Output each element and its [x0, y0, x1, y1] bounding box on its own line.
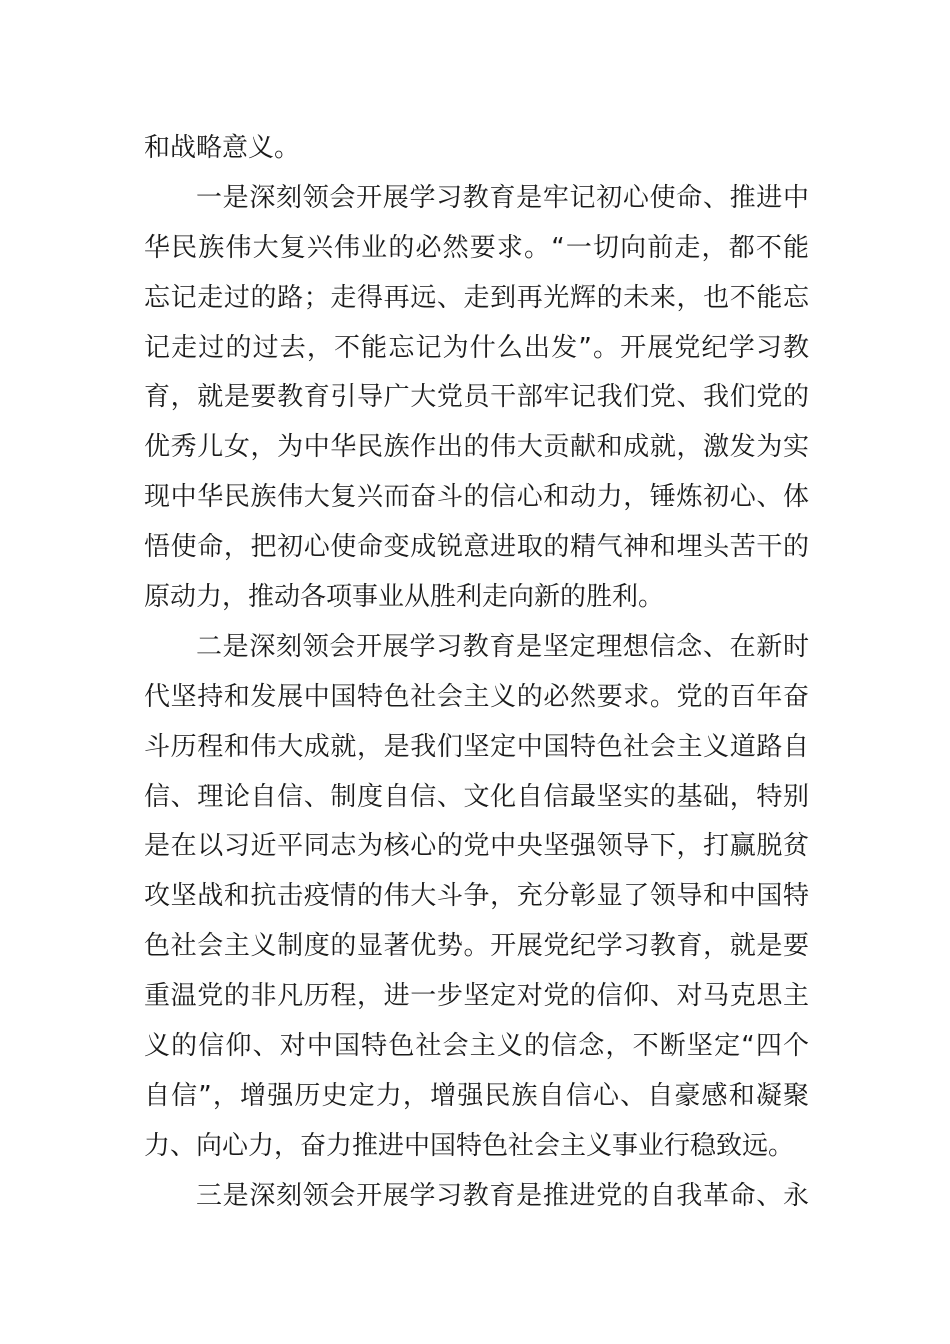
text-line: 华民族伟大复兴伟业的必然要求。“一切向前走，都不能 [144, 232, 809, 263]
text-line: 攻坚战和抗击疫情的伟大斗争，充分彰显了领导和中国特 [144, 881, 809, 912]
text-line: 义的信仰、对中国特色社会主义的信念，不断坚定“四个 [144, 1031, 809, 1062]
text-line: 忘记走过的路；走得再远、走到再光辉的未来，也不能忘 [144, 282, 809, 313]
text-line: 重温党的非凡历程，进一步坚定对党的信仰、对马克思主 [144, 981, 809, 1012]
text-line: 记走过的过去，不能忘记为什么出发”。开展党纪学习教 [144, 332, 809, 363]
paragraph-first-line: 二是深刻领会开展学习教育是坚定理想信念、在新时 [196, 631, 809, 662]
text-line: 代坚持和发展中国特色社会主义的必然要求。党的百年奋 [144, 681, 809, 712]
text-line: 色社会主义制度的显著优势。开展党纪学习教育，就是要 [144, 931, 809, 962]
text-line: 自信”，增强历史定力，增强民族自信心、自豪感和凝聚 [144, 1080, 809, 1111]
text-line: 优秀儿女，为中华民族作出的伟大贡献和成就，激发为实 [144, 432, 809, 463]
text-line: 悟使命，把初心使命变成锐意进取的精气神和埋头苦干的 [144, 532, 809, 563]
text-line: 信、理论自信、制度自信、文化自信最坚实的基础，特别 [144, 781, 809, 812]
paragraph-first-line: 三是深刻领会开展学习教育是推进党的自我革命、永 [196, 1180, 809, 1211]
text-line: 是在以习近平同志为核心的党中央坚强领导下，打赢脱贫 [144, 831, 809, 862]
body-text [144, 124, 809, 1222]
paragraph-first-line: 一是深刻领会开展学习教育是牢记初心使命、推进中 [196, 182, 809, 213]
text-line: 育，就是要教育引导广大党员干部牢记我们党、我们党的 [144, 382, 809, 413]
text-line: 斗历程和伟大成就，是我们坚定中国特色社会主义道路自 [144, 731, 809, 762]
text-line: 和战略意义。 [144, 133, 301, 163]
text-line: 现中华民族伟大复兴而奋斗的信心和动力，锤炼初心、体 [144, 482, 809, 513]
text-line: 原动力，推动各项事业从胜利走向新的胜利。 [144, 582, 665, 613]
text-line: 力、向心力，奋力推进中国特色社会主义事业行稳致远。 [144, 1130, 795, 1161]
